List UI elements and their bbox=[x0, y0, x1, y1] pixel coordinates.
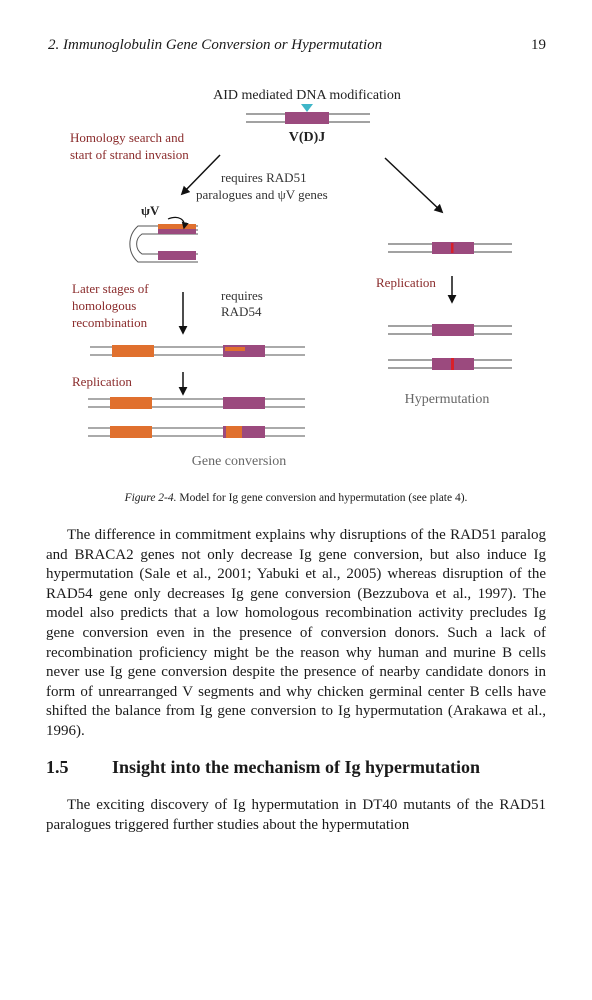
section-heading bbox=[46, 757, 480, 778]
page-number: 19 bbox=[531, 37, 546, 53]
hm-product-1-vdj bbox=[432, 324, 474, 336]
aid-marker-icon bbox=[301, 104, 313, 112]
label-later-1: Later stages of bbox=[72, 281, 149, 296]
gc-product-2-donor bbox=[110, 426, 152, 438]
recipient-vdj-segment bbox=[158, 251, 196, 260]
body-paragraph-1: The difference in commitment explains why disruptions of the RAD51 paralog and BRACA2 genes not only decrease Ig gene conversion, but also induce Ig hypermutation (Sale et al., 2001; Yabuki et al., 2005) whereas disruption of the RAD54 gene only decreases Ig gene conversion (Bezzubova et al., 1997). The model also predicts that a low homologous recombination activity precludes Ig gene conversion even in the presence of conversion donors. Such a lack of recombination proficiency might be the reason why human and murine B cells never use Ig gene conversion despite the presence of nearby candidate donors in form of unrearranged V segments and why chicken germinal center B cells have shifted the balance from Ig gene conversion to Ig hypermutation (Arakawa et al., 1996). bbox=[46, 527, 546, 739]
label-psiv: ψV bbox=[141, 203, 160, 218]
label-later-2: homologous bbox=[72, 298, 137, 313]
figure-caption bbox=[0, 492, 592, 504]
label-homology-1: Homology search and bbox=[70, 130, 185, 145]
label-replication-left: Replication bbox=[72, 374, 132, 389]
label-hypermutation: Hypermutation bbox=[404, 392, 490, 407]
label-replication-right: Replication bbox=[376, 275, 436, 290]
figure-caption-label: Figure 2-4. bbox=[124, 492, 177, 504]
hm-product-2-mutation-mark bbox=[451, 358, 454, 370]
section-title: Insight into the mechanism of Ig hypermutation bbox=[112, 757, 481, 777]
label-homology-2: start of strand invasion bbox=[70, 147, 189, 162]
recombined-patch bbox=[225, 347, 245, 351]
hm-pre-lesion-mark bbox=[451, 243, 454, 253]
label-req-rad54-2: RAD54 bbox=[221, 304, 262, 319]
figure-2-4-diagram bbox=[0, 0, 592, 480]
label-req-rad51-1: requires RAD51 bbox=[221, 170, 307, 185]
figure-caption-text: Model for Ig gene conversion and hypermutation (see plate 4). bbox=[179, 492, 468, 504]
label-req-rad54-1: requires bbox=[221, 288, 263, 303]
arrow-right-diagonal bbox=[385, 158, 442, 212]
label-later-3: recombination bbox=[72, 315, 148, 330]
gc-product-1-vdj bbox=[223, 397, 265, 409]
label-aid: AID mediated DNA modification bbox=[213, 88, 401, 103]
gc-product-1-donor bbox=[110, 397, 152, 409]
recombined-donor-segment bbox=[112, 345, 154, 357]
body-paragraph-2: The exciting discovery of Ig hypermutation in DT40 mutants of the RAD51 paralogues triggered further studies about the hypermutation bbox=[46, 797, 546, 833]
label-vdj: V(D)J bbox=[288, 130, 326, 145]
section-number: 1.5 bbox=[46, 757, 69, 777]
label-gene-conversion: Gene conversion bbox=[191, 454, 287, 469]
gc-product-2-converted-patch bbox=[226, 426, 242, 438]
label-req-rad51-2: paralogues and ψV genes bbox=[196, 187, 328, 202]
invading-vdj-segment bbox=[158, 229, 196, 234]
running-header-title: 2. Immunoglobulin Gene Conversion or Hypermutation bbox=[48, 37, 383, 53]
vdj-segment bbox=[285, 112, 329, 124]
